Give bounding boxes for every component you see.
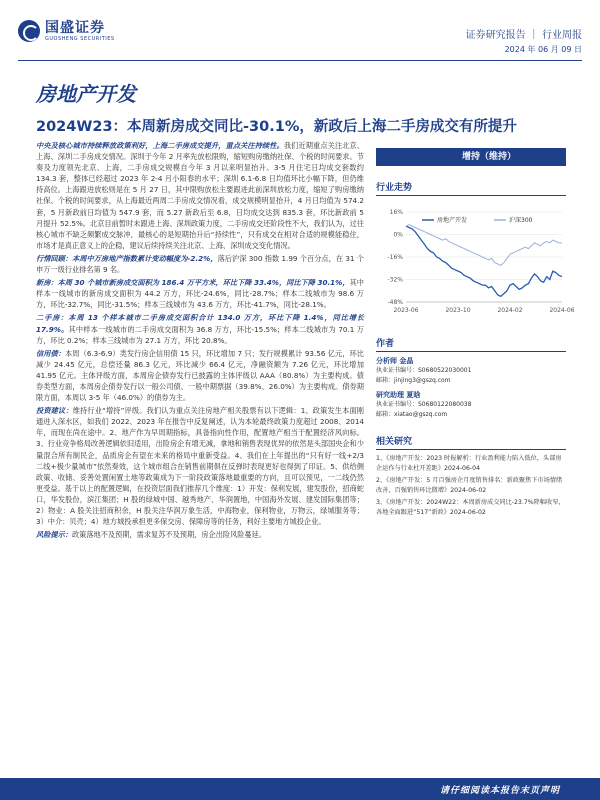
y-tick-label: -48%	[387, 299, 403, 306]
analyst2-cert: 执业证书编号：S0680122080038	[376, 401, 472, 408]
new-homes-text: 其中样本一线城市的新房成交面积为 44.2 万方，环比-24.6%，同比-28.7%；样本二线城市为 98.6 万方，环比-32.7%，同比-31.5%；样本三线城市为 43.6 万方，环比-41.7%，同比-28.1%。	[36, 278, 364, 310]
sidebar	[376, 148, 575, 521]
analyst1-cert: 执业证书编号：S0680522030001	[376, 367, 472, 374]
company-logo	[18, 20, 115, 42]
investment-advice-head: 投资建议：	[36, 406, 73, 416]
new-homes-head: 新房：	[36, 278, 58, 288]
x-tick-label: 2024-02	[497, 307, 523, 314]
x-tick-label: 2023-10	[445, 307, 471, 314]
related-item[interactable]: 2、《房地产开发：5 月百强房企月度销售排名：新政聚焦下市场情绪改善，百强销售环比微增》2024-06-02	[376, 477, 563, 494]
main-title: 2024W23：本周新房成交同比-30.1%，新政后上海二手房成交有所提升	[36, 119, 517, 135]
policy-text: 我们近期重点关注北京、上海、深圳二手房成交情况。深圳于今年 2 月率先放松限购，缩短购房缴纳社保、个税的时间要求。节奏及力度领先北京、上海，二手房成交规模自今年 3 月以来明显抬升。3-5 月住宅日均成交套数约 134.3 套，整体已经超过 2023 年 2-4 月小阳春的水平；深圳 6.1-6.8 日均值环比小幅下降，但仍维持高位。上海跟进放松则是在 5 月 27 日，其中限购放松主要跟进此前深圳放松力度，缩短了购房缴纳社保、个税的时间要求，从上海最近两周二手房成交情况看，成交规模明显抬升，4 月日均值为 574.2 套，5 月新政前日均值为 547.9 套，而 5.27 新政后至 6.8，日均成交达到 835.3 套，环比新政前 5 月提升 52.5%。北京目前暂时未跟进上海、深圳政策力度，二手房成交还阶段性不大，我们认为，过往核心城市不缺乏频繁成交脉冲，最核心的是短期抬升后“持续性”，只有成交在相对合适的规模能稳住，市场才是真正意义上的企稳，建议后续持续关注北京、上海、深圳成交变化情况。	[36, 141, 364, 250]
x-tick-label: 2023-06	[393, 307, 419, 314]
related-item[interactable]: 1、《房地产开发：2023 时报解析：行业盈利能力陷入低位，头部房企运作与行业杜开差距》2024-06-04	[376, 455, 562, 472]
analyst1-name: 分析师 金晶	[376, 357, 414, 365]
paragraph-policy	[36, 140, 364, 251]
paragraph-investment-advice	[36, 405, 364, 527]
series-line-1	[406, 225, 562, 266]
paragraph-second-hand	[36, 312, 364, 345]
legend-label: 沪深300	[509, 217, 533, 224]
y-tick-label: 0%	[393, 231, 403, 239]
new-homes-bold2: 30.1%，	[314, 278, 350, 288]
series-line-0	[406, 226, 562, 296]
related-section-title: 相关研究	[376, 434, 566, 450]
second-hand-head: 二手房：	[36, 313, 69, 323]
risk-text: 政策落地不及预期，需求复苏不及预期，房企出险风险蔓延。	[71, 530, 267, 540]
analyst1-email[interactable]: 邮箱：jinjing3@gszq.com	[376, 377, 451, 384]
y-tick-label: -32%	[387, 276, 403, 284]
paragraph-market-review	[36, 253, 364, 275]
investment-advice-text: 维持行业“增持”评级。我们认为重点关注房地产相关股票有以下逻辑：1、政策发生本面刚通进入深水区，如我们 2022、2023 年在报告中反复阐述，认为本轮最终政策力度超过 2008、2014 年，而现在尚在途中。2、地产作为早周期指标，具备指向性作用，配置地产相当于配置经济风向标。3、行业竞争格局改善逻辑依旧适用，出险房企有增无减，拿地和销售表现优异的依然是头部国央企和少量混合所有制民企，品质房企有望在未来的格局中重新受益。4、我们在上年提出的“只有好一线+2/3 二线+极少量城市”依然奏效，这个城市组合在销售前期俱在反弹时表现更好也得到了印证。5、供给侧政策、收储、妥善处置闲置土地等政策成为下一阶段政策落地最重要的方向，且可以预见，一二线仍然更受益。基于以上的配置逻辑，在投资层面我们推荐几个维度：1）开发：保利发展，建发股份，招商蛇口，华发股份，滨江集团；H 股的绿城中国、越秀地产、华润置地，中国海外发展、建发国际集团等；2）物业：A 股关注招商积余，H 股关注华润万象生活，中海物业，保利物业，万物云，绿城服务等；3）中介：贝壳；4）地方城投承担更多保交房、保障房等的任务，利好主要地方城投企业。	[36, 406, 365, 527]
paragraph-new-homes	[36, 277, 364, 310]
second-hand-text: 其中样本一线城市的二手房成交面积为 36.8 万方，环比-15.5%；样本二线城市为 70.1 万方，环比 0.2%；样本三线城市为 27.1 万方，环比 20.8%。	[36, 324, 364, 345]
logo-icon	[18, 20, 40, 42]
rating-badge: 增持（维持）	[376, 148, 566, 166]
trend-section-title: 行业走势	[376, 180, 566, 196]
y-tick-label: -16%	[387, 254, 403, 261]
trend-chart	[376, 202, 575, 322]
sector-title: 房地产开发	[36, 82, 136, 106]
paragraph-credit-bonds	[36, 348, 364, 403]
report-date: 2024 年 06 月 09 日	[504, 45, 582, 54]
footer-bar	[0, 778, 600, 800]
related-research-list	[376, 454, 566, 518]
related-item[interactable]: 3、《房地产开发：2024W22：本周新房成交同比-23.7%降幅收窄，各地全面跟进“517”新政》2024-06-02	[376, 499, 565, 516]
credit-bonds-text: 本周（6.3-6.9）类发行房企信用债 15 只，环比增加 7 只；发行规模累计 93.56 亿元，环比减少 24.45 亿元，总偿还量 86.3 亿元，环比减少 66.4 亿元，净融资额为 7.26 亿元，环比增加 41.95 亿元。主体评级方面，本周房企债券发行已披露的主体评级以 AAA（80.8%）为主要构成。债券类型方面，本周房企债券发行以一般公司债、一般中期票据（39.8%、26.0%）为主要构成。债券期限方面，本周以 3-5 年（46.0%）的债券为主。	[36, 348, 364, 403]
header-divider	[18, 60, 582, 61]
header	[0, 0, 600, 62]
logo-cn-text: 国盛证券	[45, 19, 105, 36]
trend-chart-svg	[376, 202, 575, 322]
analyst2-name: 研究助理 夏晗	[376, 391, 421, 399]
paragraph-risk	[36, 529, 364, 540]
footer-disclaimer: 请仔细阅读本报告末页声明	[439, 786, 560, 796]
x-tick-label: 2024-06	[549, 307, 575, 314]
y-tick-label: 16%	[389, 209, 403, 216]
policy-headline: 中央及核心城市持续释放政策利好，上海二手房成交提升，重点关注持续性。	[36, 141, 284, 150]
market-review-bold: 本周中万房地产指数累计变动幅度为-2.2%，	[72, 253, 218, 263]
risk-head: 风险提示：	[36, 530, 72, 540]
second-hand-bold: 本周 13 个样本城市二手房成交面积合计 134.0 万方，环比下降 1.4%，同比增长 17.9%。	[36, 313, 364, 334]
new-homes-bold1: 本周 30 个城市新房成交面积为 186.4 万平方米，环比下降 33.4%，同比下降	[57, 278, 315, 288]
legend-label: 房地产开发	[437, 217, 468, 224]
main-body	[36, 140, 364, 542]
analyst2-email[interactable]: 邮箱：xiatao@gszq.com	[376, 411, 448, 418]
author-section-title: 作者	[376, 336, 566, 352]
logo-en-text: GUOSHENG SECURITIES	[45, 35, 115, 42]
market-review-head: 行情回顾：	[36, 253, 73, 263]
credit-bonds-head: 信用债：	[36, 348, 66, 358]
report-type: 证券研究报告 ｜ 行业周报	[465, 30, 582, 41]
market-review-text: 落后沪深 300 指数 1.99 个百分点，在 31 个申万一级行业排名第 9 名。	[36, 253, 364, 275]
